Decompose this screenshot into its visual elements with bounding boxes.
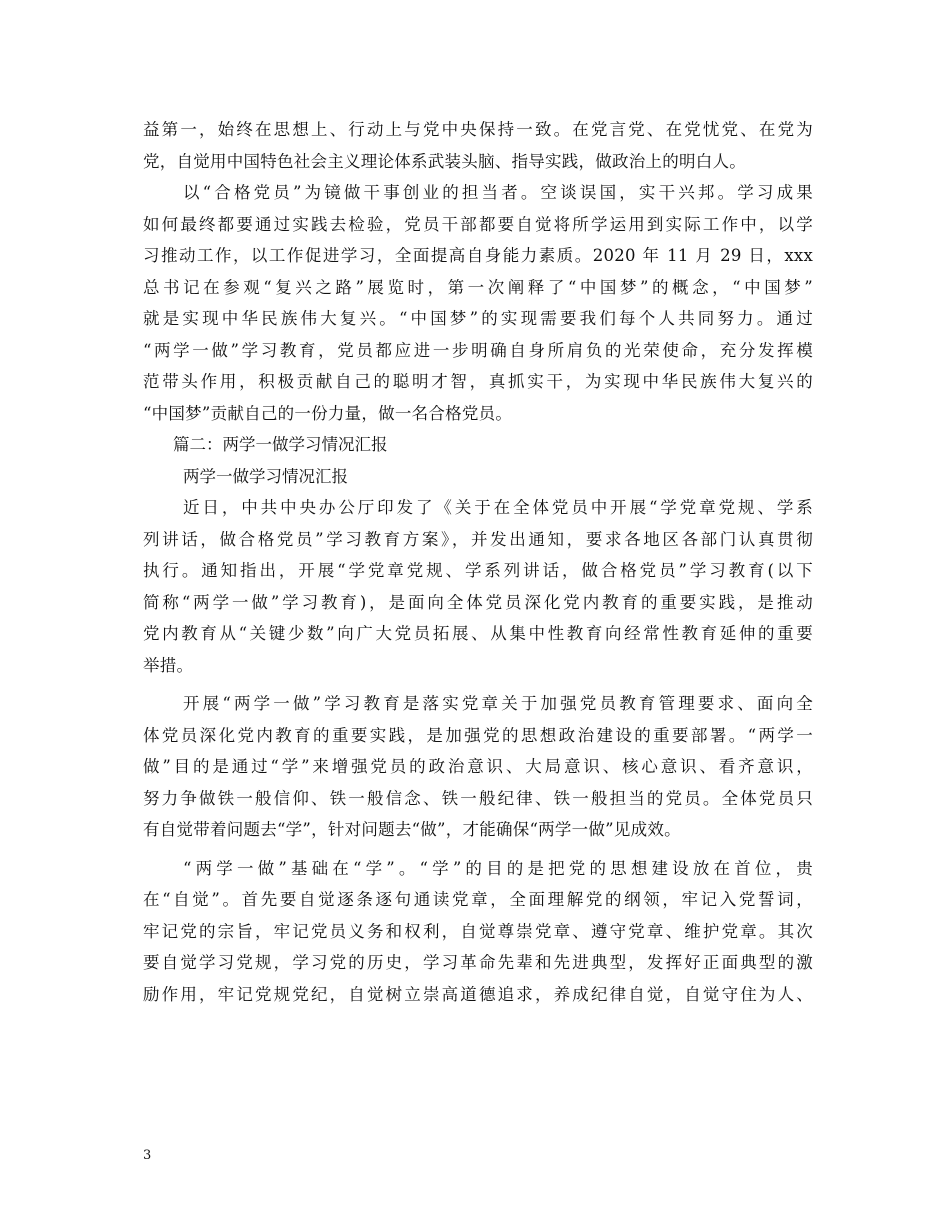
text-line: 做”目的是通过“学”来增强党员的政治意识、大局意识、核心意识、看齐意识，: [143, 757, 813, 776]
text-line: “两学一做”学习教育，党员都应进一步明确自身所肩负的光荣使命，充分发挥模: [143, 340, 813, 360]
text-line: 范带头作用，积极贡献自己的聪明才智，真抓实干，为实现中华民族伟大复兴的: [143, 372, 813, 391]
text-line: 益第一，始终在思想上、行动上与党中央保持一致。在党言党、在党忧党、在党为: [143, 120, 813, 139]
text-line: 以“合格党员”为镜做干事创业的担当者。空谈误国，实干兴邦。学习成果: [183, 183, 813, 202]
text-line: 牢记党的宗旨，牢记党员义务和权利，自觉尊崇党章、遵守党章、维护党章。其次: [143, 921, 813, 941]
text-line: 努力争做铁一般信仰、铁一般信念、铁一般纪律、铁一般担当的党员。全体党员只: [143, 788, 813, 808]
text-line: 近日，中共中央办公厅印发了《关于在全体党员中开展“学党章党规、学系: [183, 498, 813, 517]
paragraph-2: [143, 177, 813, 429]
text-line: 就是实现中华民族伟大复兴。“中国梦”的实现需要我们每个人共同努力。通过: [143, 309, 813, 328]
text-line: 要自觉学习党规，学习党的历史，学习革命先辈和先进典型，发挥好正面典型的激: [143, 953, 813, 972]
paragraph-3: [143, 492, 813, 681]
text-line: 党，自觉用中国特色社会主义理论体系武装头脑、指导实践，做政治上的明白人。: [143, 151, 746, 171]
text-line: “中国梦”贡献自己的一份力量，做一名合格党员。: [143, 403, 513, 423]
text-line: “两学一做”基础在“学”。“学”的目的是把党的思想建设放在首位，贵: [183, 858, 813, 878]
paragraph-4: [143, 688, 813, 846]
text-line: 列讲话，做合格党员”学习教育方案》，并发出通知，要求各地区各部门认真贯彻: [143, 529, 813, 549]
paragraph-1: [143, 114, 813, 177]
text-line: 习推动工作，以工作促进学习，全面提高自身能力素质。2020 年 11 月 29 日，xxx: [143, 246, 813, 265]
page-number: 3: [143, 1148, 152, 1163]
text-line: 体党员深化党内教育的重要实践，是加强党的思想政治建设的重要部署。“两学一: [143, 725, 813, 745]
document-body: [143, 114, 813, 1010]
text-line: 举措。: [143, 655, 194, 675]
text-line: 党内教育从“关键少数”向广大党员拓展、从集中性教育向经常性教育延伸的重要: [143, 624, 813, 643]
text-line: 总书记在参观“复兴之路”展览时，第一次阐释了“中国梦”的概念，“中国梦”: [143, 277, 813, 297]
text-line: 简称“两学一做”学习教育)，是面向全体党员深化党内教育的重要实践，是推动: [143, 592, 813, 612]
text-line: 励作用，牢记党规党纪，自觉树立崇高道德追求，养成纪律自觉，自觉守住为人、: [143, 984, 813, 1004]
text-line: 有自觉带着问题去“学”，针对问题去“做”，才能确保“两学一做”见成效。: [143, 820, 681, 839]
section-heading: 篇二：两学一做学习情况汇报: [173, 435, 388, 454]
text-line: 在“自觉”。首先要自觉逐条逐句通读党章，全面理解党的纲领，牢记入党誓词，: [143, 890, 813, 909]
text-line: 如何最终都要通过实践去检验，党员干部都要自觉将所学运用到实际工作中，以学: [143, 214, 813, 234]
text-line: 开展“两学一做”学习教育是落实党章关于加强党员教育管理要求、面向全: [183, 694, 813, 713]
text-line: 执行。通知指出，开展“学党章党规、学系列讲话，做合格党员”学习教育(以下: [143, 561, 813, 580]
section-subheading: 两学一做学习情况汇报: [183, 466, 348, 486]
paragraph-5: [143, 853, 813, 1011]
